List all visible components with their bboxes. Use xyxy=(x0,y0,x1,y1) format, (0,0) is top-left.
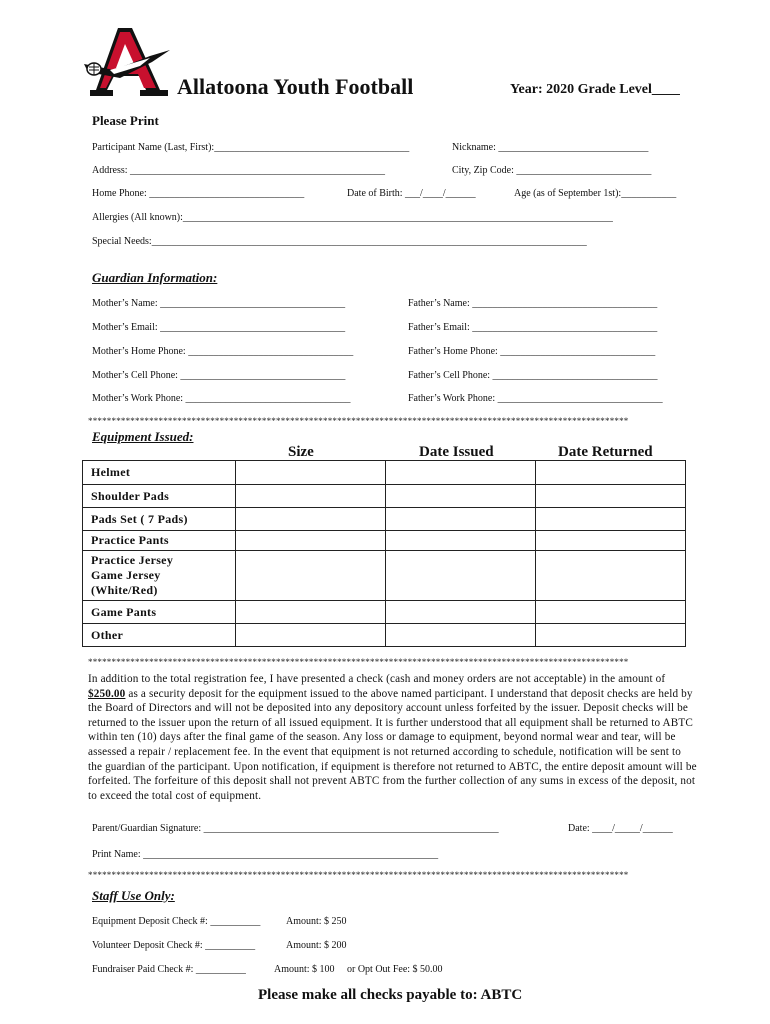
size-cell[interactable] xyxy=(236,531,386,551)
please-print-label: Please Print xyxy=(92,113,159,128)
equipment-row-label: Helmet xyxy=(83,461,236,485)
allatoona-logo xyxy=(80,26,172,100)
guardian-heading: Guardian Information: xyxy=(92,270,218,285)
staff-use-heading: Staff Use Only: xyxy=(92,888,175,903)
equipment-row-label: Practice Pants xyxy=(83,531,236,551)
equipment-heading: Equipment Issued: xyxy=(92,429,194,444)
address-field[interactable]: Address: ___________________________________________________ xyxy=(92,165,386,176)
equipment-deposit-amount: Amount: $ 250 xyxy=(286,916,347,927)
date-issued-cell[interactable] xyxy=(386,461,536,485)
date-returned-cell[interactable] xyxy=(536,508,686,531)
date-issued-cell[interactable] xyxy=(386,531,536,551)
father-name-field[interactable]: Father’s Name: _____________________________________ xyxy=(408,298,658,309)
separator-line: ******************************************************************************************************************* xyxy=(88,870,629,880)
date-issued-cell[interactable] xyxy=(386,551,536,601)
size-cell[interactable] xyxy=(236,461,386,485)
form-title: Allatoona Youth Football xyxy=(177,74,414,99)
size-cell[interactable] xyxy=(236,601,386,624)
deposit-text-part: as a security deposit for the equipment issued to the above named participant. I understand that deposit checks are held by the Board of Directors and will not be deposited into any depository account unless forfeited by the issuer. Deposit checks will be returned to the issuer upon the return of all issued equipment. It is further understood that all equipment shall be returned to ABTC within ten (10) days after the final game of the season. Any loss or damage to equipment, beyond normal wear and tear, will be assessed a repair / replacement fee. In the event that equipment is not returned according to schedule, notification will be sent to the guardian of the participant. Upon notification, if equipment is therefore not returned to ABTC, the entire deposit amount will be forfeited. The forfeiture of this deposit shall not prevent ABTC from the further collection of any sums in excess of the deposit, not to exceed the total cost of equipment. xyxy=(88,687,697,802)
deposit-amount: $250.00 xyxy=(88,687,126,700)
guardian-signature-field[interactable]: Parent/Guardian Signature: ___________________________________________________________ xyxy=(92,823,499,834)
mother-name-field[interactable]: Mother’s Name: _____________________________________ xyxy=(92,298,346,309)
mother-work-phone-field[interactable]: Mother’s Work Phone: _________________________________ xyxy=(92,393,351,404)
age-field[interactable]: Age (as of September 1st):___________ xyxy=(514,188,677,199)
volunteer-deposit-amount: Amount: $ 200 xyxy=(286,940,347,951)
payable-to-note: Please make all checks payable to: ABTC xyxy=(258,987,523,1003)
participant-name-field[interactable]: Participant Name (Last, First):_______________________________________ xyxy=(92,142,410,153)
date-issued-cell[interactable] xyxy=(386,485,536,508)
father-home-phone-field[interactable]: Father’s Home Phone: _______________________________ xyxy=(408,346,656,357)
date-of-birth-field[interactable]: Date of Birth: ___/____/______ xyxy=(347,188,476,199)
date-returned-cell[interactable] xyxy=(536,485,686,508)
date-issued-cell[interactable] xyxy=(386,508,536,531)
year-grade-level: Year: 2020 Grade Level____ xyxy=(510,82,680,97)
separator-line: ******************************************************************************************************************* xyxy=(88,416,629,426)
size-cell[interactable] xyxy=(236,624,386,647)
fundraiser-check-field[interactable]: Fundraiser Paid Check #: __________ xyxy=(92,964,246,975)
opt-out-fee: or Opt Out Fee: $ 50.00 xyxy=(347,964,443,975)
column-size: Size xyxy=(288,444,314,460)
date-returned-cell[interactable] xyxy=(536,624,686,647)
size-cell[interactable] xyxy=(236,551,386,601)
equipment-row-label: Practice Jersey Game Jersey (White/Red) xyxy=(83,551,236,601)
date-returned-cell[interactable] xyxy=(536,551,686,601)
volunteer-deposit-check-field[interactable]: Volunteer Deposit Check #: __________ xyxy=(92,940,256,951)
home-phone-field[interactable]: Home Phone: _______________________________ xyxy=(92,188,305,199)
date-issued-cell[interactable] xyxy=(386,601,536,624)
city-zip-field[interactable]: City, Zip Code: ___________________________ xyxy=(452,165,652,176)
signature-date-field[interactable]: Date: ____/_____/______ xyxy=(568,823,673,834)
equipment-deposit-check-field[interactable]: Equipment Deposit Check #: __________ xyxy=(92,916,261,927)
date-issued-cell[interactable] xyxy=(386,624,536,647)
father-cell-phone-field[interactable]: Father’s Cell Phone: _________________________________ xyxy=(408,370,658,381)
print-name-field[interactable]: Print Name: ___________________________________________________________ xyxy=(92,849,439,860)
date-returned-cell[interactable] xyxy=(536,531,686,551)
special-needs-field[interactable]: Special Needs:_______________________________________________________________________________________ xyxy=(92,236,587,247)
mother-cell-phone-field[interactable]: Mother’s Cell Phone: _________________________________ xyxy=(92,370,346,381)
nickname-field[interactable]: Nickname: ______________________________ xyxy=(452,142,649,153)
equipment-row-label: Pads Set ( 7 Pads) xyxy=(83,508,236,531)
mother-email-field[interactable]: Mother’s Email: _____________________________________ xyxy=(92,322,346,333)
separator-line: ******************************************************************************************************************* xyxy=(88,657,629,667)
equipment-row-label: Other xyxy=(83,624,236,647)
allergies-field[interactable]: Allergies (All known):______________________________________________________________________________________ xyxy=(92,212,613,223)
date-returned-cell[interactable] xyxy=(536,601,686,624)
equipment-row-label: Shoulder Pads xyxy=(83,485,236,508)
fundraiser-amount: Amount: $ 100 xyxy=(274,964,335,975)
mother-home-phone-field[interactable]: Mother’s Home Phone: _________________________________ xyxy=(92,346,354,357)
equipment-table xyxy=(82,460,686,647)
date-returned-cell[interactable] xyxy=(536,461,686,485)
column-date-issued: Date Issued xyxy=(419,444,494,460)
father-work-phone-field[interactable]: Father’s Work Phone: _________________________________ xyxy=(408,393,663,404)
equipment-row-label: Game Pants xyxy=(83,601,236,624)
size-cell[interactable] xyxy=(236,485,386,508)
deposit-text-part: In addition to the total registration fee, I have presented a check (cash and money orders are not acceptable) in the amount of xyxy=(88,673,666,685)
column-date-returned: Date Returned xyxy=(558,444,653,460)
father-email-field[interactable]: Father’s Email: _____________________________________ xyxy=(408,322,658,333)
deposit-terms-paragraph xyxy=(88,672,698,803)
size-cell[interactable] xyxy=(236,508,386,531)
